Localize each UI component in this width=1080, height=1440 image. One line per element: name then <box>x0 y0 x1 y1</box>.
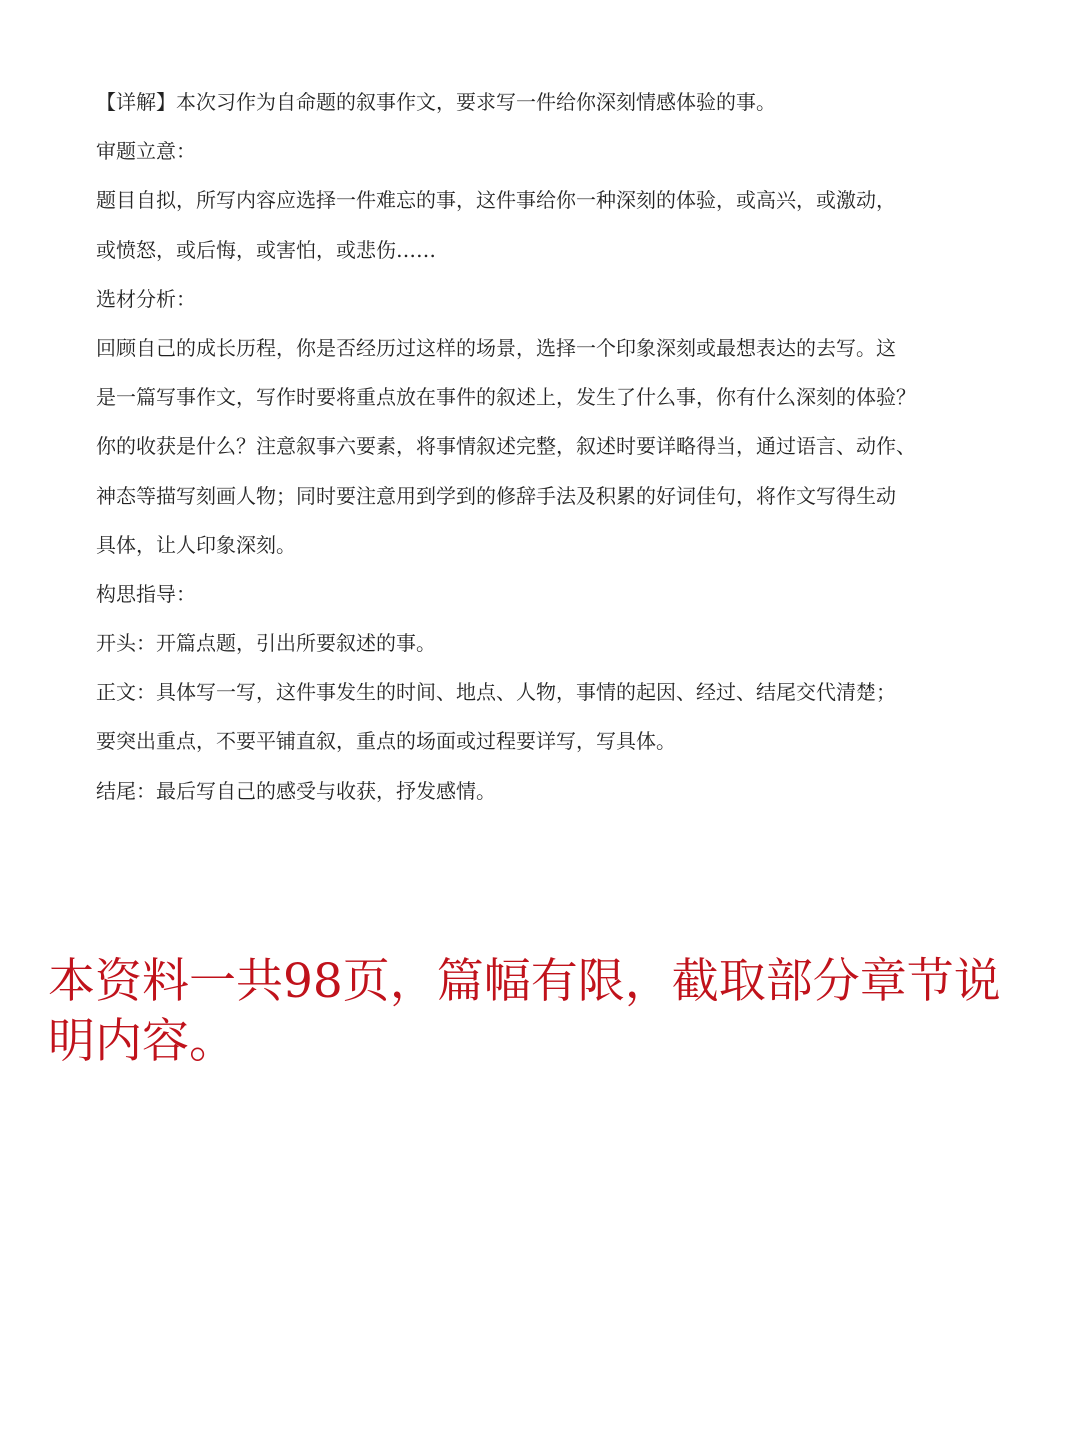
paragraph-line: 回顾自己的成长历程，你是否经历过这样的场景，选择一个印象深刻或最想表达的去写。这 <box>96 335 896 360</box>
section-title-topic: 审题立意： <box>96 139 196 164</box>
paragraph-line: 结尾：最后写自己的感受与收获，抒发感情。 <box>96 778 496 803</box>
detail-heading-line: 【详解】本次习作为自命题的叙事作文，要求写一件给你深刻情感体验的事。 <box>96 90 776 114</box>
section-title-material: 选材分析： <box>96 286 196 311</box>
paragraph-line: 正文：具体写一写，这件事发生的时间、地点、人物，事情的起因、经过、结尾交代清楚； <box>96 680 896 705</box>
paragraph-line: 神态等描写刻画人物；同时要注意用到学到的修辞手法及积累的好词佳句，将作文写得生动 <box>96 483 896 508</box>
paragraph-line: 具体，让人印象深刻。 <box>96 532 296 557</box>
paragraph-line: 你的收获是什么？注意叙事六要素，将事情叙述完整，叙述时要详略得当，通过语言、动作、 <box>96 434 916 459</box>
paragraph-line: 要突出重点，不要平铺直叙，重点的场面或过程要详写，写具体。 <box>96 729 676 754</box>
document-body <box>96 78 986 816</box>
paragraph-line: 开头：开篇点题，引出所要叙述的事。 <box>96 631 436 656</box>
section-title-guidance: 构思指导： <box>96 581 196 606</box>
page-count-notice: 本资料一共98页，篇幅有限，截取部分章节说明内容。 <box>48 954 1001 1069</box>
paragraph-line: 是一篇写事作文，写作时要将重点放在事件的叙述上，发生了什么事，你有什么深刻的体验？ <box>96 385 916 410</box>
paragraph-line: 或愤怒，或后悔，或害怕，或悲伤…… <box>96 237 436 262</box>
paragraph-line: 题目自拟，所写内容应选择一件难忘的事，这件事给你一种深刻的体验，或高兴，或激动， <box>96 188 896 213</box>
